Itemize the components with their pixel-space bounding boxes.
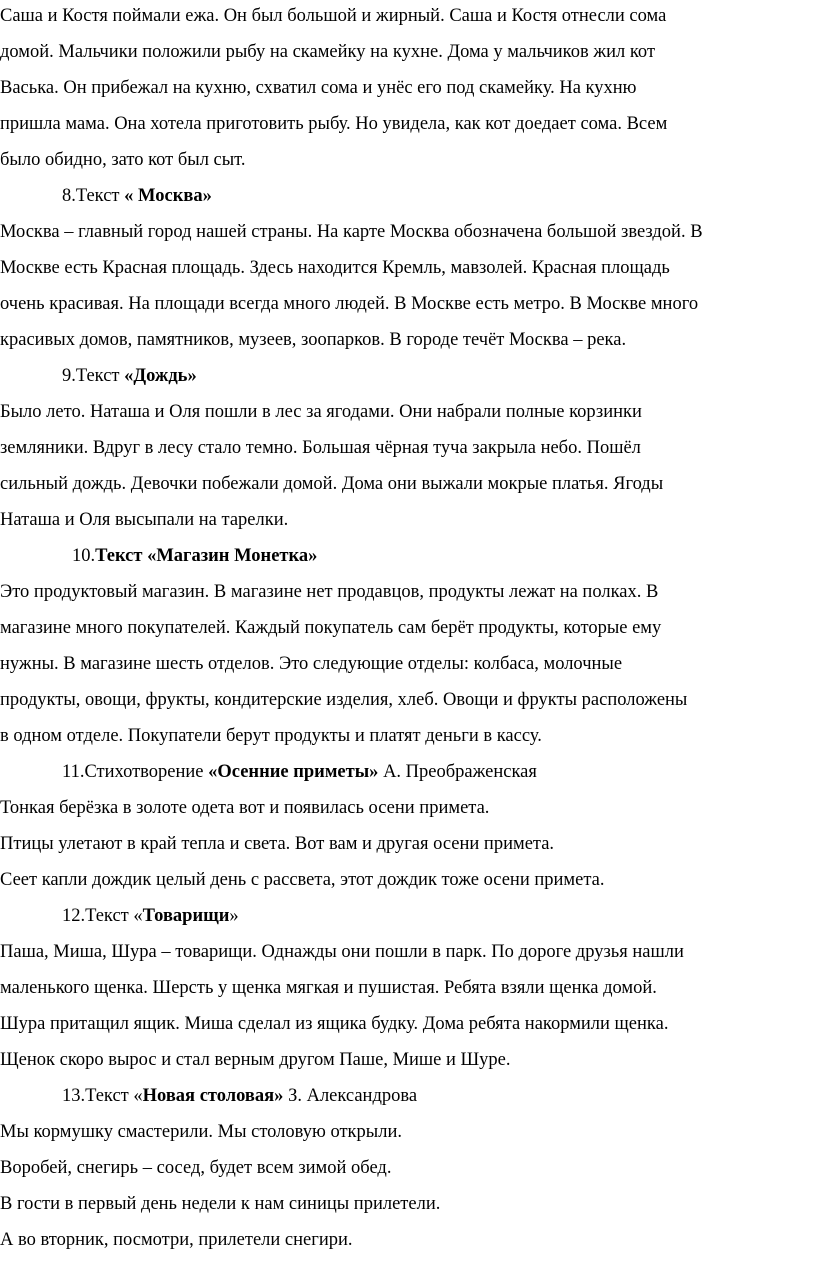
paragraph-line: пришла мама. Она хотела приготовить рыбу. Но увидела, как кот доедает сома. Всем — [0, 114, 668, 134]
poem-line: Мы кормушку смастерили. Мы столовую открыли. — [0, 1122, 402, 1142]
section-author: З. Александрова — [283, 1086, 418, 1106]
paragraph-line: красивых домов, памятников, музеев, зоопарков. В городе течёт Москва – река. — [0, 330, 627, 350]
poem-line: В гости в первый день недели к нам синицы прилетели. — [0, 1194, 441, 1214]
section-title: Новая столовая» — [142, 1086, 284, 1106]
paragraph-line: маленького щенка. Шерсть у щенка мягкая и пушистая. Ребята взяли щенка домой. — [0, 978, 657, 998]
paragraph-line: магазине много покупателей. Каждый покупатель сам берёт продукты, которые ему — [0, 618, 662, 638]
poem-line: Тонкая берёзка в золоте одета вот и появилась осени примета. — [0, 798, 490, 818]
paragraph-line: очень красивая. На площади всегда много людей. В Москве есть метро. В Москве много — [0, 294, 699, 314]
poem-line: А во вторник, посмотри, прилетели снегири. — [0, 1230, 353, 1250]
section-title: Текст «Магазин Монетка» — [95, 546, 318, 566]
section-title: «Дождь» — [124, 366, 197, 386]
section-heading — [62, 1085, 417, 1107]
section-heading — [62, 905, 239, 927]
paragraph-line: было обидно, зато кот был сыт. — [0, 150, 246, 170]
section-heading — [62, 761, 537, 783]
paragraph-line: Щенок скоро вырос и стал верным другом Паше, Мише и Шуре. — [0, 1050, 511, 1070]
poem-line: Сеет капли дождик целый день с рассвета, этот дождик тоже осени примета. — [0, 870, 605, 890]
paragraph-line: в одном отделе. Покупатели берут продукты и платят деньги в кассу. — [0, 726, 542, 746]
paragraph-line: земляники. Вдруг в лесу стало темно. Большая чёрная туча закрыла небо. Пошёл — [0, 438, 641, 458]
section-number: 8.Текст — [62, 186, 125, 206]
paragraph-line: домой. Мальчики положили рыбу на скамейку на кухне. Дома у мальчиков жил кот — [0, 42, 656, 62]
paragraph-line: Это продуктовый магазин. В магазине нет продавцов, продукты лежат на полках. В — [0, 582, 659, 602]
section-number: 10. — [72, 546, 96, 566]
section-number: 11.Стихотворение — [62, 762, 209, 782]
section-number: 13.Текст « — [62, 1086, 143, 1106]
section-heading — [62, 185, 212, 207]
poem-line: Воробей, снегирь – сосед, будет всем зимой обед. — [0, 1158, 392, 1178]
paragraph-line: Наташа и Оля высыпали на тарелки. — [0, 510, 289, 530]
section-heading — [72, 545, 317, 567]
paragraph-line: Шура притащил ящик. Миша сделал из ящика будку. Дома ребята накормили щенка. — [0, 1014, 669, 1034]
paragraph-line: сильный дождь. Девочки побежали домой. Дома они выжали мокрые платья. Ягоды — [0, 474, 664, 494]
paragraph-line: Васька. Он прибежал на кухню, схватил сома и унёс его под скамейку. На кухню — [0, 78, 637, 98]
section-title: « Москва» — [124, 186, 212, 206]
paragraph-line: Москве есть Красная площадь. Здесь находится Кремль, мавзолей. Красная площадь — [0, 258, 670, 278]
section-heading — [62, 365, 197, 387]
paragraph-line: Было лето. Наташа и Оля пошли в лес за ягодами. Они набрали полные корзинки — [0, 402, 642, 422]
section-title: Товарищи — [142, 906, 230, 926]
section-number: 12.Текст « — [62, 906, 143, 926]
section-title: «Осенние приметы» — [208, 762, 379, 782]
paragraph-line: продукты, овощи, фрукты, кондитерские изделия, хлеб. Овощи и фрукты расположены — [0, 690, 688, 710]
section-number: 9.Текст — [62, 366, 125, 386]
paragraph-line: Паша, Миша, Шура – товарищи. Однажды они пошли в парк. По дороге друзья нашли — [0, 942, 684, 962]
section-title-close: » — [229, 906, 239, 926]
poem-line: Птицы улетают в край тепла и света. Вот вам и другая осени примета. — [0, 834, 555, 854]
paragraph-line: Саша и Костя поймали ежа. Он был большой и жирный. Саша и Костя отнесли сома — [0, 6, 667, 26]
paragraph-line: Москва – главный город нашей страны. На карте Москва обозначена большой звездой. В — [0, 222, 703, 242]
section-author: А. Преображенская — [378, 762, 537, 782]
paragraph-line: нужны. В магазине шесть отделов. Это следующие отделы: колбаса, молочные — [0, 654, 623, 674]
